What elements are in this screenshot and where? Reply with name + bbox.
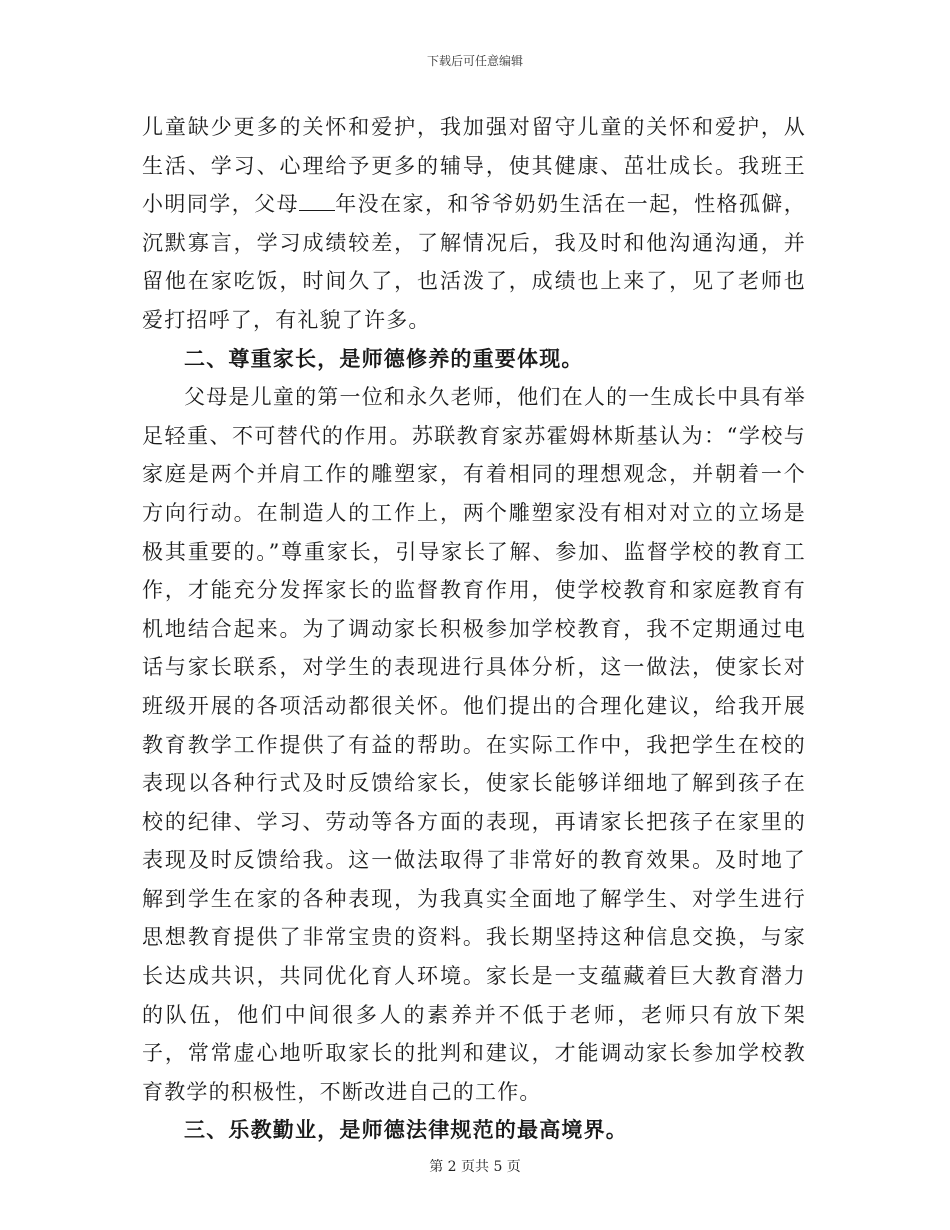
paragraph-1-text-b: 年没在家，和爷爷奶奶生活在一起，性格孤僻，沉默寡言，学习成绩较差，了解情况后，我及时和他沟通沟通，并留他在家吃饭，时间久了，也活泼了，成绩也上来了，见了老师也爱打招呼了，有礼貌了许多。 xyxy=(142,192,806,332)
document-body xyxy=(142,108,806,1150)
page-footer: 第 2 页共 5 页 xyxy=(429,1159,521,1175)
paragraph-2: 父母是儿童的第一位和永久老师，他们在人的一生成长中具有举足轻重、不可替代的作用。苏联教育家苏霍姆林斯基认为：“学校与家庭是两个并肩工作的雕塑家，有着相同的理想观念，并朝着一个方向行动。在制造人的工作上，两个雕塑家没有相对对立的立场是极其重要的。”尊重家长，引导家长了解、参加、监督学校的教育工作，才能充分发挥家长的监督教育作用，使学校教育和家庭教育有机地结合起来。为了调动家长积极参加学校教育，我不定期通过电话与家长联系，对学生的表现进行具体分析，这一做法，使家长对班级开展的各项活动都很关怀。他们提出的合理化建议，给我开展教育教学工作提供了有益的帮助。在实际工作中，我把学生在校的表现以各种行式及时反馈给家长，使家长能够详细地了解到孩子在校的纪律、学习、劳动等各方面的表现，再请家长把孩子在家里的表现及时反馈给我。这一做法取得了非常好的教育效果。及时地了解到学生在家的各种表现，为我真实全面地了解学生、对学生进行思想教育提供了非常宝贵的资料。我长期坚持这种信息交换，与家长达成共识，共同优化育人环境。家长是一支蕴藏着巨大教育潜力的队伍，他们中间很多人的素养并不低于老师，老师只有放下架子，常常虚心地听取家长的批判和建议，才能调动家长参加学校教育教学的积极性，不断改进自己的工作。 xyxy=(142,385,806,1104)
paragraph-1 xyxy=(142,108,806,340)
fill-in-blank xyxy=(299,192,335,211)
section-heading-3: 三、乐教勤业，是师德法律规范的最高境界。 xyxy=(184,1117,628,1143)
page-header: 下载后可任意编辑 xyxy=(426,54,523,68)
paragraph-1-text-a: 儿童缺少更多的关怀和爱护，我加强对留守儿童的关怀和爱护，从生活、学习、心理给予更多的辅导，使其健康、茁壮成长。我班王小明同学，父母 xyxy=(142,115,806,217)
section-heading-2: 二、尊重家长，是师德修养的重要体现。 xyxy=(184,345,584,371)
